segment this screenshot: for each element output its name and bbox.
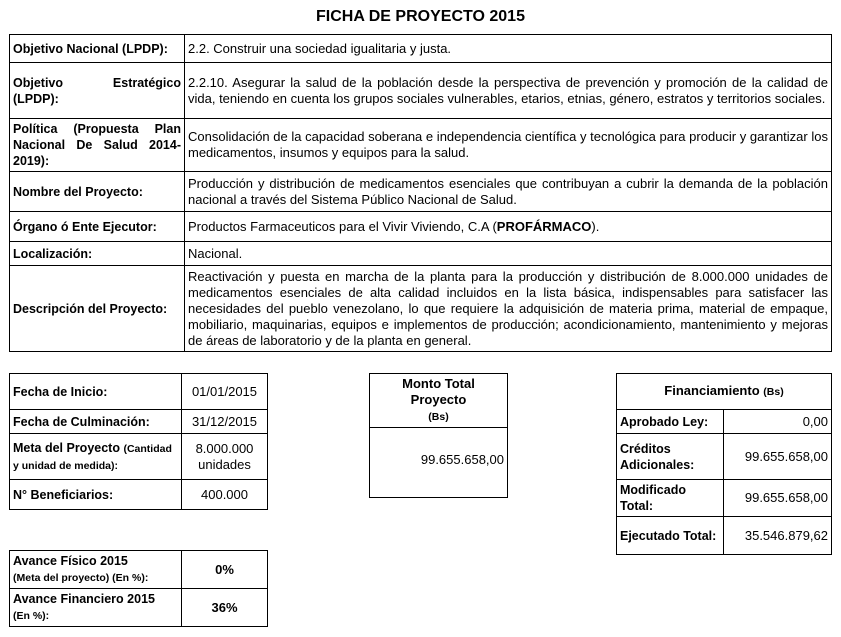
row-objetivo-estrategico <box>10 63 832 119</box>
label-avance-financiero <box>10 589 182 627</box>
value-fecha-inicio: 01/01/2015 <box>182 374 268 410</box>
avance-table <box>9 550 268 627</box>
row-monto-header <box>370 374 508 428</box>
fin-unit: (Bs) <box>763 386 784 398</box>
label-nombre-proyecto: Nombre del Proyecto: <box>10 172 185 212</box>
label-avance-fisico <box>10 551 182 589</box>
value-creditos: 99.655.658,00 <box>724 434 832 480</box>
row-fin-header <box>617 374 832 410</box>
monto-header <box>370 374 508 428</box>
project-info-table <box>9 34 832 352</box>
page-title: FICHA DE PROYECTO 2015 <box>316 8 525 25</box>
organo-text-end: ). <box>591 218 600 234</box>
value-ejecutado: 35.546.879,62 <box>724 517 832 555</box>
row-descripcion <box>10 266 832 352</box>
row-avance-financiero <box>10 589 268 627</box>
financiamiento-table <box>616 373 832 555</box>
value-politica: Consolidación de la capacidad soberana e independencia científica y tecnológica para producir y garantizar los medicamentos, insumos y equipos para la salud. <box>185 119 832 172</box>
value-avance-financiero: 36% <box>182 589 268 627</box>
row-organo <box>10 212 832 242</box>
row-politica <box>10 119 832 172</box>
label-meta <box>10 434 182 480</box>
row-meta <box>10 434 268 480</box>
meta-label-small: (Cantidad y unidad de medida): <box>13 442 172 472</box>
value-fecha-culminacion: 31/12/2015 <box>182 410 268 434</box>
label-localizacion: Localización: <box>10 242 185 266</box>
value-beneficiarios: 400.000 <box>182 480 268 510</box>
row-ejecutado <box>617 517 832 555</box>
label-organo: Órgano ó Ente Ejecutor: <box>10 212 185 242</box>
label-aprobado: Aprobado Ley: <box>617 410 724 434</box>
value-descripcion: Reactivación y puesta en marcha de la planta para la producción y distribución de 8.000.000 unidades de medicamentos esenciales de alta calidad incluidos en la lista básica, indispensables para satisfacer las necesidades del pueblo venezolano, lo que requiere la adquisición de materia prima, material de empaque, mobiliario, maquinarias, equipos e implementos de producción; acondicionamiento, mantenimiento y mejoras de áreas de laboratorio y de la planta en general. <box>185 266 832 352</box>
label-creditos: Créditos Adicionales: <box>617 434 724 480</box>
value-objetivo-nacional: 2.2. Construir una sociedad igualitaria y justa. <box>185 35 832 63</box>
value-aprobado: 0,00 <box>724 410 832 434</box>
monto-unit: (Bs) <box>428 411 449 423</box>
monto-value: 99.655.658,00 <box>370 428 508 498</box>
monto-header-text: Monto Total Proyecto <box>402 376 475 407</box>
value-objetivo-estrategico: 2.2.10. Asegurar la salud de la población desde la perspectiva de prevención y promoción de la calidad de vida, teniendo en cuenta los grupos sociales vulnerables, etarios, etnias, género, estratos y territorios sociales. <box>185 63 832 119</box>
label-fecha-inicio: Fecha de Inicio: <box>10 374 182 410</box>
monto-table <box>369 373 508 498</box>
organo-acronym: PROFÁRMACO <box>496 218 592 234</box>
label-modificado: Modificado Total: <box>617 480 724 517</box>
value-modificado: 99.655.658,00 <box>724 480 832 517</box>
value-avance-fisico: 0% <box>182 551 268 589</box>
label-objetivo-estrategico: Objetivo Estratégico (LPDP): <box>10 63 185 119</box>
label-beneficiarios: N° Beneficiarios: <box>10 480 182 510</box>
fin-header-text: Financiamiento <box>664 383 760 398</box>
label-fecha-culminacion: Fecha de Culminación: <box>10 410 182 434</box>
row-beneficiarios <box>10 480 268 510</box>
row-creditos <box>617 434 832 480</box>
row-nombre-proyecto <box>10 172 832 212</box>
label-descripcion: Descripción del Proyecto: <box>10 266 185 352</box>
value-nombre-proyecto: Producción y distribución de medicamentos esenciales que contribuyan a cubrir la demanda de la población nacional a través del Sistema Público Nacional de Salud. <box>185 172 832 212</box>
row-fecha-inicio <box>10 374 268 410</box>
row-aprobado <box>617 410 832 434</box>
label-ejecutado: Ejecutado Total: <box>617 517 724 555</box>
organo-text: Productos Farmaceuticos para el Vivir Viviendo, C.A ( <box>188 218 497 234</box>
row-localizacion <box>10 242 832 266</box>
row-fecha-culminacion <box>10 410 268 434</box>
avance-financiero-label-small: (En %): <box>13 610 50 622</box>
meta-label: Meta del Proyecto <box>13 440 120 455</box>
row-monto-value <box>370 428 508 498</box>
value-localizacion: Nacional. <box>185 242 832 266</box>
row-objetivo-nacional <box>10 35 832 63</box>
label-politica: Política (Propuesta Plan Nacional De Salud 2014-2019): <box>10 119 185 172</box>
label-objetivo-nacional: Objetivo Nacional (LPDP): <box>10 35 185 63</box>
fin-header <box>617 374 832 410</box>
row-avance-fisico <box>10 551 268 589</box>
value-meta: 8.000.000 unidades <box>182 434 268 480</box>
value-organo <box>185 212 832 242</box>
row-modificado <box>617 480 832 517</box>
avance-financiero-label: Avance Financiero 2015 <box>13 592 155 606</box>
dates-table <box>9 373 268 510</box>
avance-fisico-label-small: (Meta del proyecto) (En %): <box>13 572 149 584</box>
avance-fisico-label: Avance Físico 2015 <box>13 554 128 568</box>
